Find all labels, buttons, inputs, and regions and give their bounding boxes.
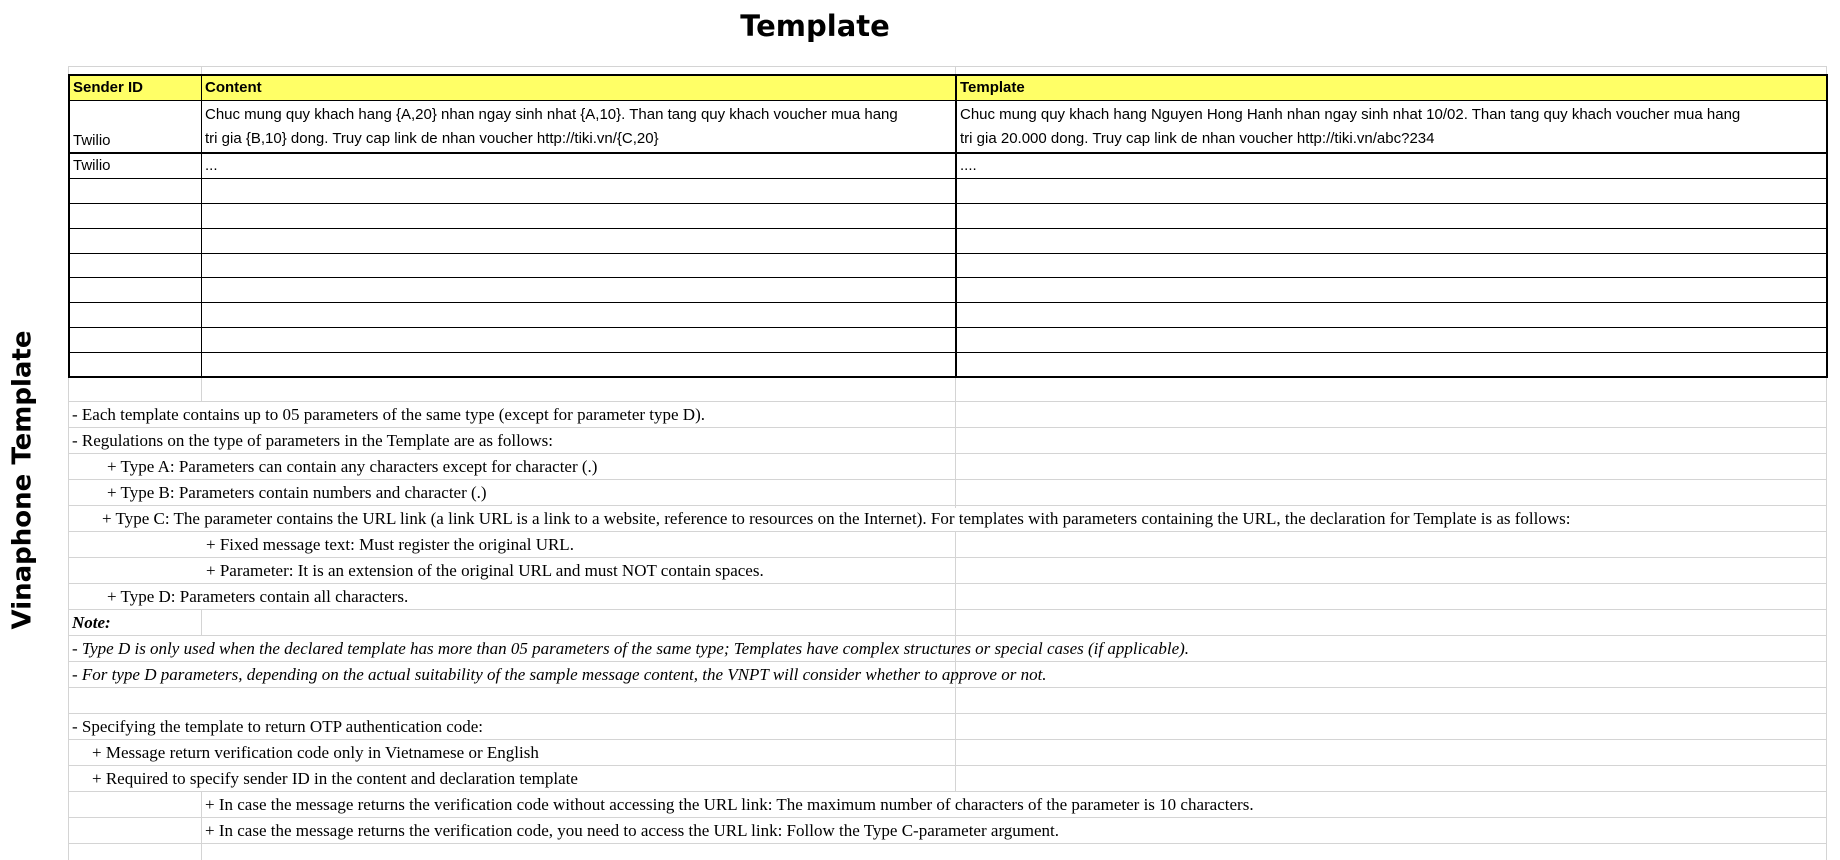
page-title: Template: [740, 9, 890, 43]
note-line: - Type D is only used when the declared template has more than 05 parameters of the same type; Templates have complex structures or special cases (if applicable).: [72, 639, 1190, 658]
note-line: + Parameter: It is an extension of the original URL and must NOT contain spaces.: [206, 561, 764, 580]
note-line: + Type C: The parameter contains the URL link (a link URL is a link to a website, reference to resources on the Internet). For templates with parameters containing the URL, the declaration for Template is as follows:: [102, 509, 1571, 528]
row1-template-line2: tri gia 20.000 dong. Truy cap link de nhan voucher http://tiki.vn/abc?234: [960, 130, 1435, 147]
row1-content-line1: Chuc mung quy khach hang {A,20} nhan ngay sinh nhat {A,10}. Than tang quy khach voucher mua hang: [205, 106, 898, 123]
note-line: - Regulations on the type of parameters in the Template are as follows:: [72, 431, 553, 450]
side-title: [2, 330, 42, 630]
note-line: + Required to specify sender ID in the content and declaration template: [92, 769, 578, 788]
note-line: + In case the message returns the verification code, you need to access the URL link: Follow the Type C-parameter argument.: [205, 821, 1060, 840]
note-line: + Type B: Parameters contain numbers and character (.): [107, 483, 487, 502]
note-line: + Fixed message text: Must register the original URL.: [206, 535, 574, 554]
row1-content-line2: tri gia {B,10} dong. Truy cap link de nhan voucher http://tiki.vn/{C,20}: [205, 130, 659, 147]
note-line: + In case the message returns the verification code without accessing the URL link: The maximum number of characters of the parameter is 10 characters.: [205, 795, 1254, 814]
header-content: Content: [205, 79, 262, 96]
grid-row-line: [68, 66, 1827, 67]
note-line: + Message return verification code only in Vietnamese or English: [92, 743, 539, 762]
note-heading: Note:: [72, 613, 111, 632]
row2-content: ...: [205, 157, 218, 174]
note-line: + Type D: Parameters contain all characters.: [107, 587, 409, 606]
header-sender-id: Sender ID: [73, 79, 144, 96]
header-template: Template: [960, 79, 1025, 96]
note-line: - For type D parameters, depending on the actual suitability of the sample message content, the VNPT will consider whether to approve or not.: [72, 665, 1047, 684]
row1-template: [960, 103, 1826, 151]
row2-template: ....: [960, 157, 977, 174]
row1-content: [205, 103, 955, 151]
note-line: + Type A: Parameters can contain any characters except for character (.): [107, 457, 598, 476]
row1-sender: Twilio: [73, 132, 111, 149]
side-title-text: Vinaphone Template: [7, 330, 38, 630]
note-line: - Each template contains up to 05 parameters of the same type (except for parameter type D).: [72, 405, 705, 424]
note-line: - Specifying the template to return OTP authentication code:: [72, 717, 484, 736]
row1-template-line1: Chuc mung quy khach hang Nguyen Hong Hanh nhan ngay sinh nhat 10/02. Than tang quy khach voucher mua hang: [960, 106, 1741, 123]
row2-sender: Twilio: [73, 157, 111, 174]
